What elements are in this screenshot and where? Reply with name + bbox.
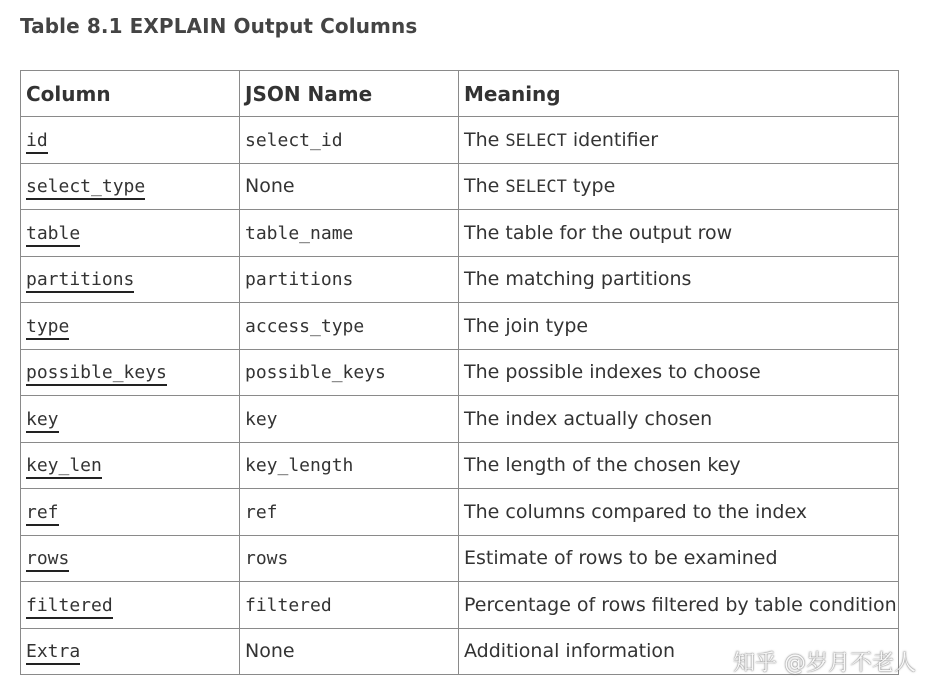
meaning-cell: [459, 582, 899, 629]
column-link[interactable]: select_type: [26, 176, 145, 200]
column-link[interactable]: table: [26, 223, 80, 247]
column-link[interactable]: type: [26, 316, 69, 340]
json-name-text: table_name: [245, 222, 354, 244]
header-json-name: JSON Name: [240, 71, 459, 117]
meaning-cell: [459, 256, 899, 303]
json-name-cell: [240, 582, 459, 629]
meaning-text: Additional information: [464, 640, 676, 663]
column-cell: [21, 535, 240, 582]
column-cell: [21, 442, 240, 489]
table-header-row: [21, 71, 899, 117]
table-row: [21, 582, 899, 629]
table-row: [21, 349, 899, 396]
column-cell: [21, 163, 240, 210]
meaning-text: The possible indexes to choose: [464, 361, 761, 384]
json-name-text: access_type: [245, 315, 365, 337]
json-name-text: select_id: [245, 129, 343, 151]
table-body: [21, 117, 899, 675]
column-link[interactable]: possible_keys: [26, 362, 167, 386]
meaning-text-post: identifier: [566, 128, 659, 151]
meaning-text: The matching partitions: [464, 268, 692, 291]
json-name-text: possible_keys: [245, 362, 386, 384]
table-row: [21, 535, 899, 582]
json-name-cell: [240, 349, 459, 396]
column-link[interactable]: filtered: [26, 595, 113, 619]
column-cell: [21, 628, 240, 675]
table-row: [21, 163, 899, 210]
json-name-cell: [240, 117, 459, 164]
meaning-cell: [459, 628, 899, 675]
json-name-cell: [240, 163, 459, 210]
meaning-cell: [459, 117, 899, 164]
json-name-text: key: [245, 408, 278, 430]
json-name-cell: [240, 489, 459, 536]
meaning-text: Estimate of rows to be examined: [464, 547, 778, 570]
table-row: [21, 256, 899, 303]
column-link[interactable]: Extra: [26, 641, 80, 665]
meaning-text-post: type: [566, 175, 616, 198]
column-cell: [21, 582, 240, 629]
json-name-cell: [240, 210, 459, 257]
header-column: Column: [21, 71, 240, 117]
table-row: [21, 628, 899, 675]
column-cell: [21, 396, 240, 443]
column-link[interactable]: rows: [26, 548, 69, 572]
meaning-cell: [459, 303, 899, 350]
column-cell: [21, 489, 240, 536]
meaning-text: Percentage of rows filtered by table condition: [464, 593, 897, 616]
table-row: [21, 442, 899, 489]
explain-columns-table: [20, 70, 899, 675]
table-row: [21, 489, 899, 536]
json-name-text: rows: [245, 548, 289, 570]
json-name-text: partitions: [245, 269, 354, 291]
json-name-text: None: [245, 175, 295, 198]
table-row: [21, 210, 899, 257]
json-name-cell: [240, 396, 459, 443]
json-name-text: ref: [245, 501, 278, 523]
meaning-cell: [459, 442, 899, 489]
page-title: Table 8.1 EXPLAIN Output Columns: [20, 14, 418, 38]
meaning-text-pre: The: [464, 175, 506, 198]
meaning-text: The join type: [464, 314, 589, 337]
json-name-cell: [240, 303, 459, 350]
meaning-text: The table for the output row: [464, 221, 733, 244]
json-name-text: key_length: [245, 455, 354, 477]
header-meaning: Meaning: [459, 71, 899, 117]
table-row: [21, 117, 899, 164]
table-row: [21, 396, 899, 443]
column-link[interactable]: partitions: [26, 269, 134, 293]
table-row: [21, 303, 899, 350]
meaning-cell: [459, 349, 899, 396]
json-name-text: filtered: [245, 594, 332, 616]
meaning-cell: [459, 210, 899, 257]
meaning-cell: [459, 396, 899, 443]
column-link[interactable]: key: [26, 409, 59, 433]
column-link[interactable]: key_len: [26, 455, 102, 479]
column-cell: [21, 256, 240, 303]
meaning-code: SELECT: [505, 177, 567, 198]
meaning-cell: [459, 489, 899, 536]
column-link[interactable]: ref: [26, 502, 59, 526]
meaning-text: The columns compared to the index: [464, 500, 808, 523]
json-name-cell: [240, 256, 459, 303]
json-name-cell: [240, 535, 459, 582]
column-cell: [21, 349, 240, 396]
json-name-text: None: [245, 640, 295, 663]
meaning-text: The length of the chosen key: [464, 454, 741, 477]
meaning-text: The index actually chosen: [464, 407, 713, 430]
meaning-text-pre: The: [464, 128, 506, 151]
watermark: 知乎 @岁月不老人: [733, 651, 916, 676]
meaning-cell: [459, 535, 899, 582]
meaning-code: SELECT: [505, 130, 567, 151]
meaning-cell: [459, 163, 899, 210]
json-name-cell: [240, 442, 459, 489]
column-cell: [21, 210, 240, 257]
column-cell: [21, 303, 240, 350]
column-link[interactable]: id: [26, 130, 48, 154]
json-name-cell: [240, 628, 459, 675]
column-cell: [21, 117, 240, 164]
